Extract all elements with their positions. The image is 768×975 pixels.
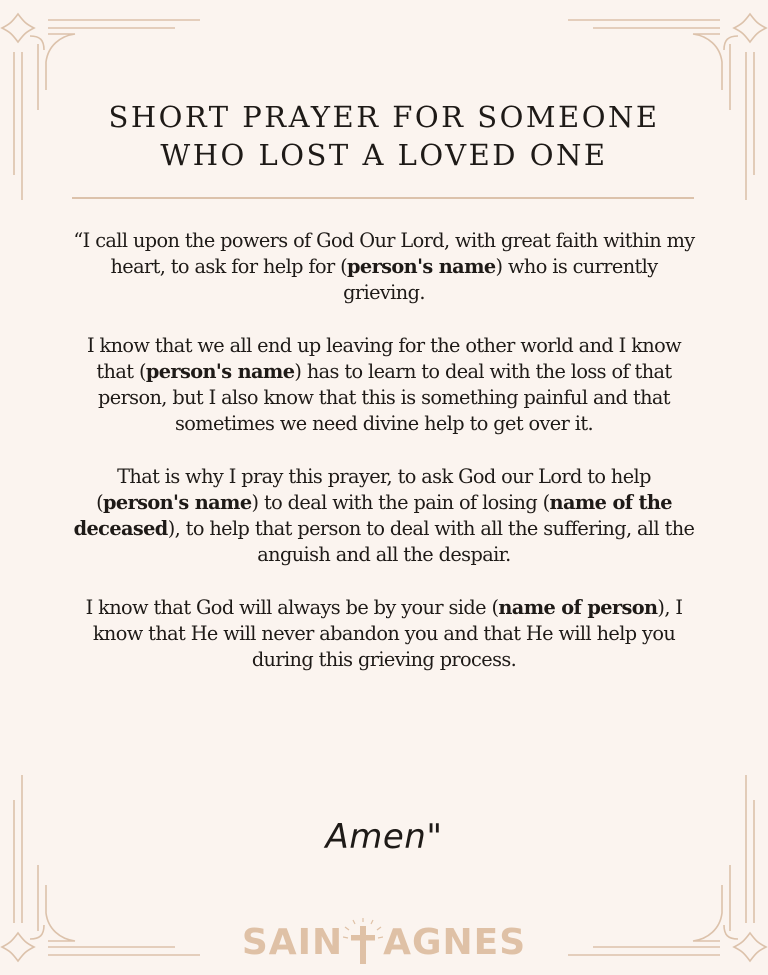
placeholder-persons-name: person's name bbox=[103, 491, 252, 514]
prayer-paragraph-1: “I call upon the powers of God Our Lord, with great faith within my heart, to ask for help for (person's name) who is currently grieving. bbox=[73, 229, 695, 304]
closing-amen: Amen" bbox=[325, 817, 443, 857]
placeholder-persons-name: person's name bbox=[145, 360, 295, 383]
logo-text-right: AGNES bbox=[383, 922, 527, 963]
prayer-paragraph-4: I know that God will always be by your side (name of person), I know that He will never abandon you and that He will help you during this grieving process. bbox=[85, 596, 683, 671]
saint-agnes-logo[interactable] bbox=[0, 918, 768, 968]
placeholder-name-of-person: name of person bbox=[498, 596, 658, 619]
cross-icon bbox=[343, 918, 383, 968]
logo-text-left: SAIN bbox=[241, 922, 344, 963]
placeholder-persons-name: person's name bbox=[347, 255, 496, 278]
prayer-body bbox=[70, 228, 698, 700]
placeholder-name-of-deceased: name of the deceased bbox=[73, 491, 672, 540]
prayer-paragraph-3: That is why I pray this prayer, to ask God our Lord to help (person's name) to deal with the pain of losing (name of the deceased), to help that person to deal with all the suffering, all the anguish and all the despair. bbox=[73, 465, 695, 566]
prayer-paragraph-2: I know that we all end up leaving for the other world and I know that (person's name) has to learn to deal with the loss of that person, but I also know that this is something painful and that sometimes we need divine help to get over it. bbox=[86, 334, 682, 435]
page-title bbox=[0, 98, 768, 174]
title-line-1: SHORT PRAYER FOR SOMEONE bbox=[108, 100, 660, 134]
title-divider bbox=[72, 197, 694, 199]
title-line-2: WHO LOST A LOVED ONE bbox=[160, 138, 608, 172]
